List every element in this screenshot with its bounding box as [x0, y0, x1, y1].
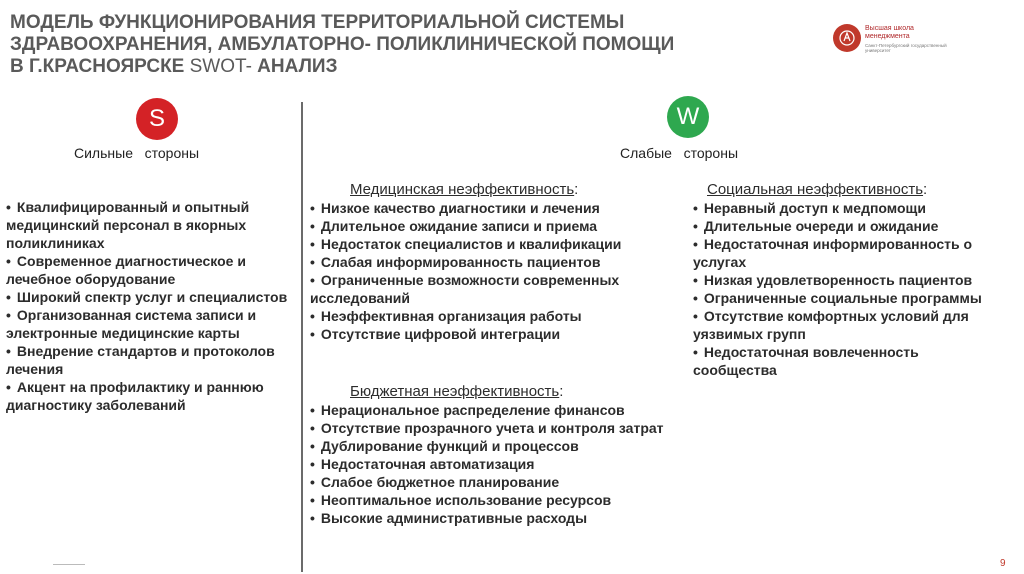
weakness-item: • Дублирование функций и процессов — [310, 437, 670, 455]
weakness-item: • Низкая удовлетворенность пациентов — [693, 271, 998, 289]
weakness-item: • Длительное ожидание записи и приема — [310, 217, 670, 235]
social-title-text: Социальная неэффективность — [707, 181, 924, 198]
strengths-heading: Сильные стороны — [74, 145, 200, 161]
logo-name: Высшая школа менеджмента — [865, 25, 914, 40]
strengths-badge: S — [136, 98, 178, 140]
strength-item: • Квалифицированный и опытный медицинский персонал в якорных поликлиниках — [6, 198, 298, 252]
weakness-item: • Неоптимальное использование ресурсов — [310, 491, 670, 509]
page-number: 9 — [1000, 558, 1006, 569]
weakness-item: • Недостаточная информированность о услугах — [693, 235, 998, 271]
strength-item: • Широкий спектр услуг и специалистов — [6, 288, 298, 306]
weakness-item: • Отсутствие цифровой интеграции — [310, 325, 670, 343]
footer-line — [53, 564, 85, 565]
budget-title-text: Бюджетная неэффективность — [350, 383, 560, 400]
weakness-item: • Неравный доступ к медпомощи — [693, 199, 998, 217]
title-line-2: ЗДРАВООХРАНЕНИЯ, АМБУЛАТОРНО- ПОЛИКЛИНИЧЕСКОЙ ПОМОЩИ — [10, 34, 675, 55]
strength-item: • Внедрение стандартов и протоколов лечения — [6, 342, 298, 378]
title-line-3-thin: SWOT- — [189, 56, 252, 77]
weakness-item: • Ограниченные возможности современных исследований — [310, 271, 670, 307]
title-line-1: МОДЕЛЬ ФУНКЦИОНИРОВАНИЯ ТЕРРИТОРИАЛЬНОЙ СИСТЕМЫ — [10, 12, 625, 33]
weakness-item: • Неэффективная организация работы — [310, 307, 670, 325]
strengths-list — [6, 198, 298, 414]
medical-title-colon: : — [574, 181, 579, 198]
weakness-item: • Ограниченные социальные программы — [693, 289, 998, 307]
weakness-item: • Отсутствие прозрачного учета и контроля затрат — [310, 419, 670, 437]
column-divider — [301, 102, 303, 572]
logo-subtitle: Санкт-Петербургский государственный университет — [865, 43, 947, 53]
weakness-item: • Слабое бюджетное планирование — [310, 473, 670, 491]
weakness-item: • Недостаток специалистов и квалификации — [310, 235, 670, 253]
strength-item: • Акцент на профилактику и раннюю диагностику заболеваний — [6, 378, 298, 414]
weakness-item: • Высокие административные расходы — [310, 509, 670, 527]
weaknesses-heading: Слабые стороны — [620, 145, 739, 161]
social-title-colon: : — [923, 181, 928, 198]
logo-emblem-icon — [833, 24, 861, 52]
weakness-item: • Недостаточная вовлеченность сообщества — [693, 343, 998, 379]
title-line-3-bold: В Г.КРАСНОЯРСКЕ — [10, 56, 190, 77]
title-line-3 — [10, 56, 810, 78]
weaknesses-badge: W — [667, 96, 709, 138]
medical-inefficiency-title — [310, 181, 670, 199]
social-inefficiency-title — [693, 181, 998, 199]
weakness-item: • Нерациональное распределение финансов — [310, 401, 670, 419]
strength-item: • Организованная система записи и электронные медицинские карты — [6, 306, 298, 342]
medical-inefficiency-section — [310, 181, 670, 343]
medical-title-text: Медицинская неэффективность — [350, 181, 575, 198]
strength-item: • Современное диагностическое и лечебное оборудование — [6, 252, 298, 288]
title-line-3-end: АНАЛИЗ — [251, 56, 338, 77]
weakness-item: • Низкое качество диагностики и лечения — [310, 199, 670, 217]
budget-inefficiency-section — [310, 383, 670, 527]
university-logo — [833, 22, 953, 58]
social-inefficiency-section — [693, 181, 998, 379]
budget-inefficiency-title — [310, 383, 670, 401]
weakness-item: • Недостаточная автоматизация — [310, 455, 670, 473]
weakness-item: • Слабая информированность пациентов — [310, 253, 670, 271]
weakness-item: • Отсутствие комфортных условий для уязвимых групп — [693, 307, 998, 343]
budget-title-colon: : — [559, 383, 564, 400]
slide-title — [10, 12, 810, 78]
weakness-item: • Длительные очереди и ожидание — [693, 217, 998, 235]
